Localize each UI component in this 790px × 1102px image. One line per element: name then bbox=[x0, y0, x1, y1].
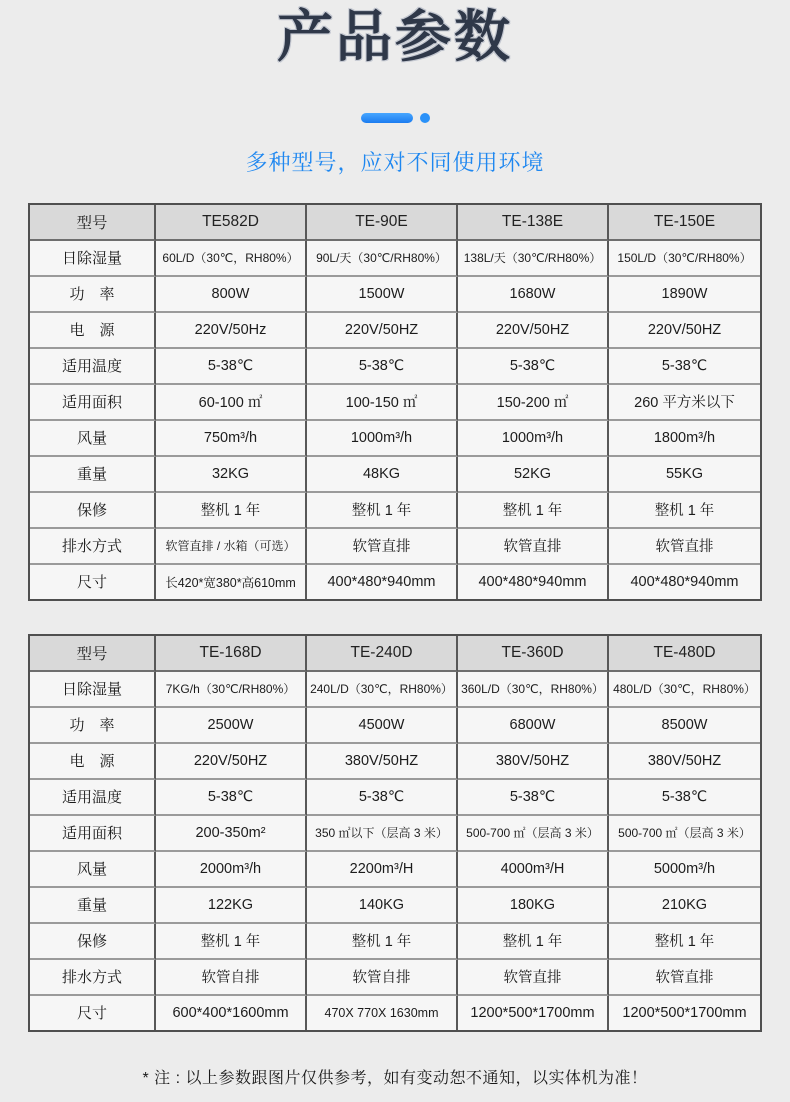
row-label: 日除湿量 bbox=[30, 241, 156, 277]
spec-cell: 400*480*940mm bbox=[458, 565, 609, 599]
spec-cell: 软管直排 / 水箱（可选） bbox=[156, 529, 307, 565]
row-label: 风量 bbox=[30, 421, 156, 457]
spec-cell: 2000m³/h bbox=[156, 852, 307, 888]
spec-cell: 750m³/h bbox=[156, 421, 307, 457]
spec-cell: 6800W bbox=[458, 708, 609, 744]
spec-cell: 55KG bbox=[609, 457, 760, 493]
spec-cell: 5-38℃ bbox=[609, 349, 760, 385]
row-label: 保修 bbox=[30, 493, 156, 529]
model-name: TE-240D bbox=[307, 636, 458, 672]
spec-cell: 5-38℃ bbox=[156, 349, 307, 385]
row-label: 电 源 bbox=[30, 744, 156, 780]
spec-cell: 200-350m² bbox=[156, 816, 307, 852]
spec-cell: 210KG bbox=[609, 888, 760, 924]
spec-cell: 500-700 ㎡（层高 3 米） bbox=[458, 816, 609, 852]
spec-cell: 软管直排 bbox=[609, 960, 760, 996]
spec-cell: 150L/D（30℃/RH80%） bbox=[609, 241, 760, 277]
spec-cell: 软管直排 bbox=[458, 960, 609, 996]
spec-cell: 500-700 ㎡（层高 3 米） bbox=[609, 816, 760, 852]
spec-cell: 140KG bbox=[307, 888, 458, 924]
spec-cell: 5000m³/h bbox=[609, 852, 760, 888]
spec-cell: 240L/D（30℃，RH80%） bbox=[307, 672, 458, 708]
model-name: TE-150E bbox=[609, 205, 760, 241]
spec-cell: 1800m³/h bbox=[609, 421, 760, 457]
model-name: TE-138E bbox=[458, 205, 609, 241]
header-row bbox=[30, 636, 760, 672]
row-label: 功 率 bbox=[30, 708, 156, 744]
table-row bbox=[30, 672, 760, 708]
spec-cell: 52KG bbox=[458, 457, 609, 493]
table-row bbox=[30, 888, 760, 924]
spec-cell: 整机 1 年 bbox=[156, 493, 307, 529]
row-label: 电 源 bbox=[30, 313, 156, 349]
model-name: TE-480D bbox=[609, 636, 760, 672]
row-label: 风量 bbox=[30, 852, 156, 888]
spec-cell: 8500W bbox=[609, 708, 760, 744]
model-name: TE-168D bbox=[156, 636, 307, 672]
spec-cell: 100-150 ㎡ bbox=[307, 385, 458, 421]
spec-cell: 380V/50HZ bbox=[609, 744, 760, 780]
spec-cell: 5-38℃ bbox=[307, 780, 458, 816]
spec-cell: 400*480*940mm bbox=[630, 573, 739, 590]
row-label: 重量 bbox=[30, 457, 156, 493]
spec-cell: 5-38℃ bbox=[307, 349, 458, 385]
table-row bbox=[30, 457, 760, 493]
divider-dot-icon bbox=[420, 113, 430, 123]
row-label: 排水方式 bbox=[30, 960, 156, 996]
row-label: 保修 bbox=[30, 924, 156, 960]
model-name: TE-360D bbox=[458, 636, 609, 672]
table-row bbox=[30, 744, 760, 780]
spec-cell: 软管直排 bbox=[458, 529, 609, 565]
spec-cell: 软管自排 bbox=[307, 960, 458, 996]
table-row bbox=[30, 708, 760, 744]
table-row bbox=[30, 493, 760, 529]
spec-cell: 软管自排 bbox=[156, 960, 307, 996]
table-row bbox=[30, 349, 760, 385]
spec-cell: 1200*500*1700mm bbox=[458, 996, 609, 1030]
model-name: TE-90E bbox=[307, 205, 458, 241]
spec-table-2 bbox=[28, 634, 762, 1032]
title-divider bbox=[0, 113, 790, 123]
row-label: 功 率 bbox=[30, 277, 156, 313]
table-row bbox=[30, 852, 760, 888]
spec-cell: 380V/50HZ bbox=[458, 744, 609, 780]
spec-cell: 60L/D（30℃，RH80%） bbox=[156, 241, 307, 277]
header-row bbox=[30, 205, 760, 241]
table-row bbox=[30, 565, 760, 599]
row-label: 尺寸 bbox=[30, 996, 156, 1030]
spec-cell: 48KG bbox=[307, 457, 458, 493]
spec-cell: 800W bbox=[156, 277, 307, 313]
spec-cell: 138L/天（30℃/RH80%） bbox=[458, 241, 609, 277]
spec-table-1 bbox=[28, 203, 762, 601]
row-label: 适用面积 bbox=[30, 385, 156, 421]
spec-cell: 整机 1 年 bbox=[307, 924, 458, 960]
spec-cell: 长420*宽380*高610mm bbox=[156, 565, 307, 599]
row-label: 型号 bbox=[30, 636, 156, 672]
row-label: 型号 bbox=[30, 205, 156, 241]
row-label: 重量 bbox=[30, 888, 156, 924]
spec-cell: 4000m³/H bbox=[458, 852, 609, 888]
spec-cell: 整机 1 年 bbox=[609, 924, 760, 960]
spec-cell: 2500W bbox=[156, 708, 307, 744]
spec-cell: 软管直排 bbox=[307, 529, 458, 565]
spec-cell: 4500W bbox=[307, 708, 458, 744]
spec-cell: 260 平方米以下 bbox=[609, 385, 760, 421]
spec-cell: 220V/50HZ bbox=[609, 313, 760, 349]
spec-cell: 7KG/h（30℃/RH80%） bbox=[156, 672, 307, 708]
spec-cell: 480L/D（30℃，RH80%） bbox=[609, 672, 760, 708]
table-row bbox=[30, 960, 760, 996]
spec-cell: 5-38℃ bbox=[458, 349, 609, 385]
table-row bbox=[30, 421, 760, 457]
spec-cell: 180KG bbox=[458, 888, 609, 924]
spec-cell: 整机 1 年 bbox=[307, 493, 458, 529]
table-row bbox=[30, 924, 760, 960]
page-subtitle: 多种型号，应对不同使用环境 bbox=[245, 149, 545, 175]
table-row bbox=[30, 241, 760, 277]
footnote: * 注 : 以上参数跟图片仅供参考，如有变动恕不通知，以实体机为准！ bbox=[142, 1069, 648, 1087]
spec-cell: 600*400*1600mm bbox=[156, 996, 307, 1030]
spec-cell: 220V/50HZ bbox=[156, 744, 307, 780]
spec-cell: 2200m³/H bbox=[307, 852, 458, 888]
spec-cell: 5-38℃ bbox=[156, 780, 307, 816]
spec-cell: 122KG bbox=[156, 888, 307, 924]
spec-cell: 220V/50HZ bbox=[307, 313, 458, 349]
row-label: 适用温度 bbox=[30, 780, 156, 816]
table-row bbox=[30, 996, 760, 1030]
spec-cell: 软管直排 bbox=[609, 529, 760, 565]
spec-cell: 400*480*940mm bbox=[307, 565, 458, 599]
spec-cell: 整机 1 年 bbox=[458, 493, 609, 529]
spec-cell: 1000m³/h bbox=[307, 421, 458, 457]
row-label: 尺寸 bbox=[30, 565, 156, 599]
spec-cell: 1890W bbox=[609, 277, 760, 313]
divider-bar-icon bbox=[361, 113, 413, 123]
spec-cell: 整机 1 年 bbox=[156, 924, 307, 960]
spec-cell: 1000m³/h bbox=[458, 421, 609, 457]
model-name: TE582D bbox=[156, 205, 307, 241]
spec-cell: 5-38℃ bbox=[458, 780, 609, 816]
spec-cell: 1680W bbox=[458, 277, 609, 313]
row-label: 适用温度 bbox=[30, 349, 156, 385]
spec-cell: 1200*500*1700mm bbox=[622, 1004, 747, 1021]
spec-cell: 60-100 ㎡ bbox=[156, 385, 307, 421]
spec-cell: 90L/天（30℃/RH80%） bbox=[307, 241, 458, 277]
spec-cell: 220V/50HZ bbox=[458, 313, 609, 349]
spec-cell: 整机 1 年 bbox=[609, 493, 760, 529]
spec-cell: 350 ㎡以下（层高 3 米） bbox=[307, 816, 458, 852]
spec-cell: 360L/D（30℃，RH80%） bbox=[458, 672, 609, 708]
table-row bbox=[30, 816, 760, 852]
spec-cell: 32KG bbox=[156, 457, 307, 493]
spec-cell: 整机 1 年 bbox=[458, 924, 609, 960]
spec-cell: 470X 770X 1630mm bbox=[307, 996, 458, 1030]
spec-cell: 150-200 ㎡ bbox=[458, 385, 609, 421]
table-row bbox=[30, 313, 760, 349]
spec-cell: 220V/50Hz bbox=[156, 313, 307, 349]
row-label: 排水方式 bbox=[30, 529, 156, 565]
spec-cell: 380V/50HZ bbox=[307, 744, 458, 780]
spec-cell: 5-38℃ bbox=[609, 780, 760, 816]
row-label: 适用面积 bbox=[30, 816, 156, 852]
table-row bbox=[30, 780, 760, 816]
page-title: 产品参数 bbox=[277, 5, 513, 68]
table-row bbox=[30, 529, 760, 565]
spec-cell: 1500W bbox=[307, 277, 458, 313]
row-label: 日除湿量 bbox=[30, 672, 156, 708]
table-row bbox=[30, 385, 760, 421]
table-row bbox=[30, 277, 760, 313]
spec-tables bbox=[0, 203, 790, 1032]
